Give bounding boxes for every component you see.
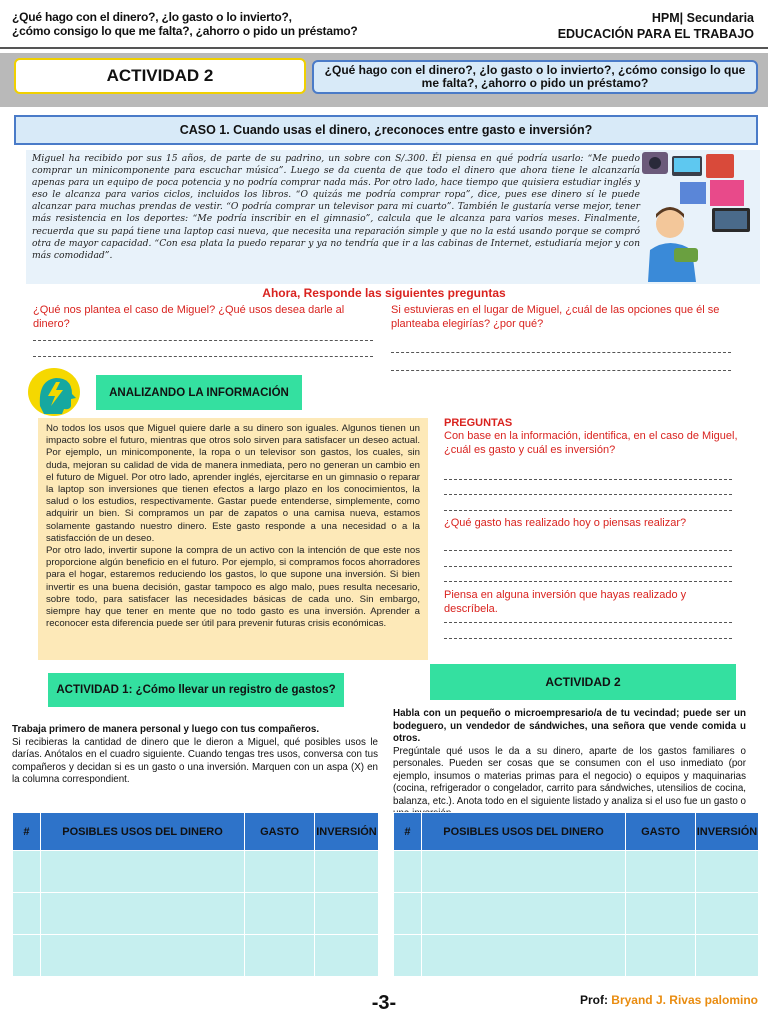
shirt-blue-icon	[680, 182, 706, 204]
answer-line[interactable]	[444, 638, 732, 639]
analyze-label: ANALIZANDO LA INFORMACIÓN	[96, 375, 302, 410]
header-questions-line1: ¿Qué hago con el dinero?, ¿lo gasto o lo invierto?,	[12, 10, 292, 24]
activity-1-text: Si recibieras la cantidad de dinero que le dieron a Miguel, qué posibles usos le darías. Anótalos en el cuadro siguiente. Cuando tengas tres usos, conversa con tus compañeros y decidan si es un gasto o una inversión. Marquen con un aspa (X) en la columna correspondient.	[12, 736, 378, 785]
answer-line[interactable]	[444, 479, 732, 480]
col-inversion: INVERSIÓN	[695, 813, 758, 851]
activity-question: ¿Qué hago con el dinero?, ¿lo gasto o lo invierto?, ¿cómo consigo lo que me falta?, ¿ahorro o pido un préstamo?	[312, 60, 758, 94]
uses-table-left	[12, 812, 379, 977]
table-row	[394, 851, 759, 893]
preguntas-title: PREGUNTAS	[444, 417, 513, 429]
col-inversion: INVERSIÓN	[314, 813, 378, 851]
col-uses: POSIBLES USOS DEL DINERO	[421, 813, 625, 851]
answer-line[interactable]	[444, 566, 732, 567]
col-number: #	[13, 813, 41, 851]
activity-2-label: ACTIVIDAD 2	[430, 664, 736, 700]
activity-1-instructions	[12, 724, 378, 787]
shirt-icon	[710, 180, 744, 206]
header-questions-line2: ¿cómo consigo lo que me falta?, ¿ahorro o pido un préstamo?	[12, 24, 358, 38]
answer-line[interactable]	[444, 510, 732, 511]
answer-line[interactable]	[444, 581, 732, 582]
preguntas-question-1: Con base en la información, identifica, en el caso de Miguel, ¿cuál es gasto y cuál es inversión?	[444, 430, 738, 456]
table-row	[13, 893, 379, 935]
preguntas-section	[444, 417, 740, 457]
answer-line[interactable]	[391, 370, 731, 371]
info-paragraph-1: No todos los usos que Miguel quiere darle a su dinero son iguales. Algunos tienen un impacto sobre el futuro, mientras que otros solo sirven para satisfacer un deseo actual. Por ejemplo, un minicomponente, la ropa o un televisor son gastos, los cuales, sin duda, mejoran su calidad de vida de manera inmediata, pero no generan un cambio en el futuro de Miguel. Por otro lado, aprender inglés, ejercitarse en un gimnasio o reparar la laptop son inversiones que tienen efectos a largo plazo en los conocimientos, la salud o los estudios, respectivamente. Gastar puede entenderse, simplemente, como adquirir un bien. Si compramos un par de zapatos o una camisa nueva, estamos solamente gastando nuestro dinero. Este gasto responde a una necesidad o a la satisfacción de un deseo.	[46, 423, 420, 544]
preguntas-question-2: ¿Qué gasto has realizado hoy o piensas realizar?	[444, 517, 687, 529]
answer-line[interactable]	[444, 622, 732, 623]
activity-2-instructions	[393, 708, 746, 821]
header-brand: HPM| Secundaria	[651, 11, 754, 25]
table-row	[13, 935, 379, 977]
table-header-row	[394, 813, 759, 851]
table-row	[394, 935, 759, 977]
story-text: Miguel ha recibido por sus 15 años, de parte de su padrino, un sobre con S/.300. Él piensa en qué podría usarlo: “Me puedo comprar un minicomponente para escuchar música”. Luego se da cuenta de que todo el dinero que ahora tiene le alcanzaría apenas para un equipo de poca potencia y no podría comprar nada más. Por otro lado, hace tiempo que quisiera estudiar inglés y eso le alcanza para varios ciclos, incluidos los libros. “O quizás me podría comprar ropa”, dice, pues ese dinero sí le puede alcanzar para muchas prendas de vestir. “O podría comprar un televisor para mi cuarto”. También le gustaría verse mejor, tener más resistencia en los deportes: “Me podría inscribir en el gimnasio”, calcula que le alcanza para varios meses. Finalmente, recuerda que su papá tiene una laptop casi nueva, que necesita una reparación simple y que no la está usando porque se compró otra de mayor capacidad. “Con esa plata la puedo reparar y ya no tendría que ir a las cabinas de Internet, estudiaría mejor y con más comodidad”.	[32, 153, 640, 261]
col-uses: POSIBLES USOS DEL DINERO	[40, 813, 244, 851]
activity-2-intro: Habla con un pequeño o microempresario/a de tu vecindad; puede ser un bodeguero, un vendedor de sándwiches, una señora que vende comida u otros.	[393, 708, 746, 744]
info-paragraph-2: Por otro lado, invertir supone la compra de un activo con la intención de que este nos proporcione algún beneficio en el futuro. Por ejemplo, si compramos focos ahorradores para el hogar, estaremos reduciendo los gastos, lo que supone una inversión. Si bien invertir es una buena decisión, gastar tampoco es algo malo, pues resulta necesario, sobre todo, para satisfacer las necesidades básicas de cada uno. Sin embargo, siempre hay que tener en mente que no todo gasto es una inversión. Aprender a reconocer esta diferencia puede ser útil para prevenir futuras crisis económicas.	[46, 545, 420, 630]
money-icon	[674, 248, 698, 262]
prof-label: Prof:	[579, 993, 608, 1007]
teacher-credit	[580, 993, 758, 1007]
respond-question-2: Si estuvieras en el lugar de Miguel, ¿cuál de las opciones que él se planteaba elegirías? ¿por qué?	[391, 304, 720, 330]
answer-line[interactable]	[391, 352, 731, 353]
header-divider	[0, 47, 768, 49]
activity-1-label: ACTIVIDAD 1: ¿Cómo llevar un registro de gastos?	[48, 673, 344, 707]
activity-1-intro: Trabaja primero de manera personal y luego con tus compañeros.	[12, 724, 320, 735]
prof-name: Bryand J. Rivas palomino	[611, 993, 758, 1007]
col-number: #	[394, 813, 422, 851]
info-panel	[38, 418, 428, 660]
activity-title: ACTIVIDAD 2	[14, 58, 306, 94]
answer-line[interactable]	[444, 550, 732, 551]
boy-thinking-illustration	[640, 150, 758, 282]
activity-2-text: Pregúntale qué usos le da a su dinero, aparte de los gastos familiares o personales. Pueden ser cosas que se consumen con el uso inmediato (por ejemplo, insumos o materias primas para el negocio) o equipos y maquinarias (cocina, refrigerador o congelador, carrito para sándwiches, utensilios de cocina, balanza, etc.). Anota todo en el siguiente listado y analiza si el uso fue un gasto o	[393, 745, 746, 807]
header-school	[534, 10, 754, 42]
col-gasto: GASTO	[245, 813, 315, 851]
head-lightning-icon	[26, 366, 86, 418]
table-row	[13, 851, 379, 893]
answer-line[interactable]	[444, 494, 732, 495]
answer-line[interactable]	[33, 340, 373, 341]
header-subject: EDUCACIÓN PARA EL TRABAJO	[557, 27, 754, 41]
respond-title: Ahora, Responde las siguientes preguntas	[262, 286, 506, 300]
col-gasto: GASTO	[626, 813, 696, 851]
book-icon	[706, 154, 734, 178]
uses-table-right	[393, 812, 759, 977]
header-questions	[12, 10, 432, 38]
preguntas-question-3: Piensa en alguna inversión que hayas realizado y descríbela.	[444, 589, 687, 615]
table-header-row	[13, 813, 379, 851]
respond-question-1: ¿Qué nos plantea el caso de Miguel? ¿Qué usos desea darle al dinero?	[33, 304, 345, 330]
case-title: CASO 1. Cuando usas el dinero, ¿reconoces entre gasto e inversión?	[14, 115, 758, 145]
boy-face	[656, 210, 684, 238]
table-row	[394, 893, 759, 935]
page-number: -3-	[371, 992, 397, 1014]
answer-line[interactable]	[33, 356, 373, 357]
